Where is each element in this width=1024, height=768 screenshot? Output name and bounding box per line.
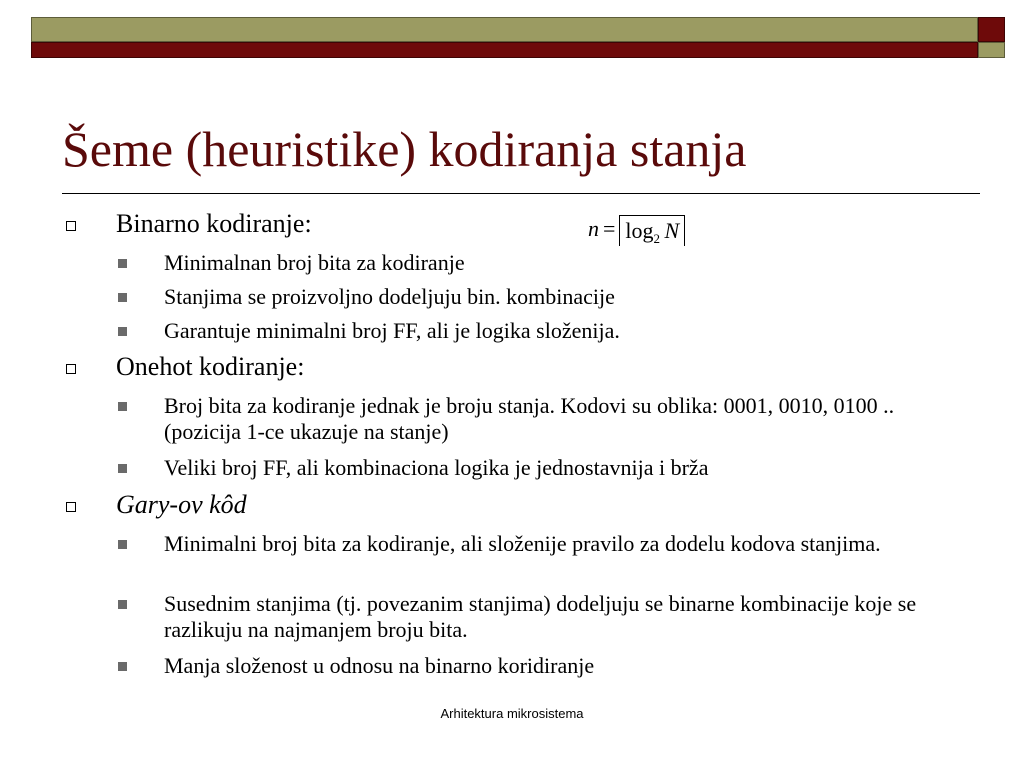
bullet-heading-text: Gary-ov kôd: [116, 490, 247, 519]
formula-lhs: n: [588, 216, 599, 241]
formula-log-base: 2: [653, 231, 661, 247]
filled-square-bullet-icon: [118, 540, 127, 549]
sub-bullet: Susednim stanjima (tj. povezanim stanjima) dodeljuju se binarne kombinacije koje se razlikuju na najmanjem broju bita.: [164, 591, 917, 642]
formula-log: log: [625, 218, 654, 244]
bullet-heading: Binarno kodiranje:: [116, 209, 312, 238]
hollow-square-bullet-icon: [66, 221, 76, 231]
filled-square-bullet-icon: [118, 464, 127, 473]
sub-bullet: Broj bita za kodiranje jednak je broju stanja. Kodovi su oblika: 0001, 0010, 0100 ..(pozicija 1-ce ukazuje na stanje): [164, 393, 895, 444]
filled-square-bullet-icon: [118, 327, 127, 336]
sub-bullet: Garantuje minimalni broj FF, ali je logika složenija.: [164, 318, 620, 343]
sub-bullet: Minimalnan broj bita za kodiranje: [164, 250, 465, 275]
sub-bullet: Minimalni broj bita za kodiranje, ali složenije pravilo za dodelu kodova stanjima.: [164, 531, 881, 556]
sub-bullet: Stanjima se proizvoljno dodeljuju bin. kombinacije: [164, 284, 615, 309]
hollow-square-bullet-icon: [66, 364, 76, 374]
formula-argument: N: [664, 218, 680, 244]
hollow-square-bullet-icon: [66, 502, 76, 512]
bullet-heading: [116, 490, 247, 520]
filled-square-bullet-icon: [118, 600, 127, 609]
filled-square-bullet-icon: [118, 662, 127, 671]
filled-square-bullet-icon: [118, 259, 127, 268]
sub-bullet: Veliki broj FF, ali kombinaciona logika je jednostavnija i brža: [164, 455, 709, 480]
sub-bullet: Manja složenost u odnosu na binarno koridiranje: [164, 653, 595, 678]
bullet-heading: Onehot kodiranje:: [116, 352, 305, 381]
filled-square-bullet-icon: [118, 293, 127, 302]
formula-equals: =: [603, 216, 616, 241]
filled-square-bullet-icon: [118, 402, 127, 411]
slide-footer: Arhitektura mikrosistema: [440, 706, 584, 721]
slide-title: Šeme (heuristike) kodiranja stanja: [62, 121, 747, 177]
